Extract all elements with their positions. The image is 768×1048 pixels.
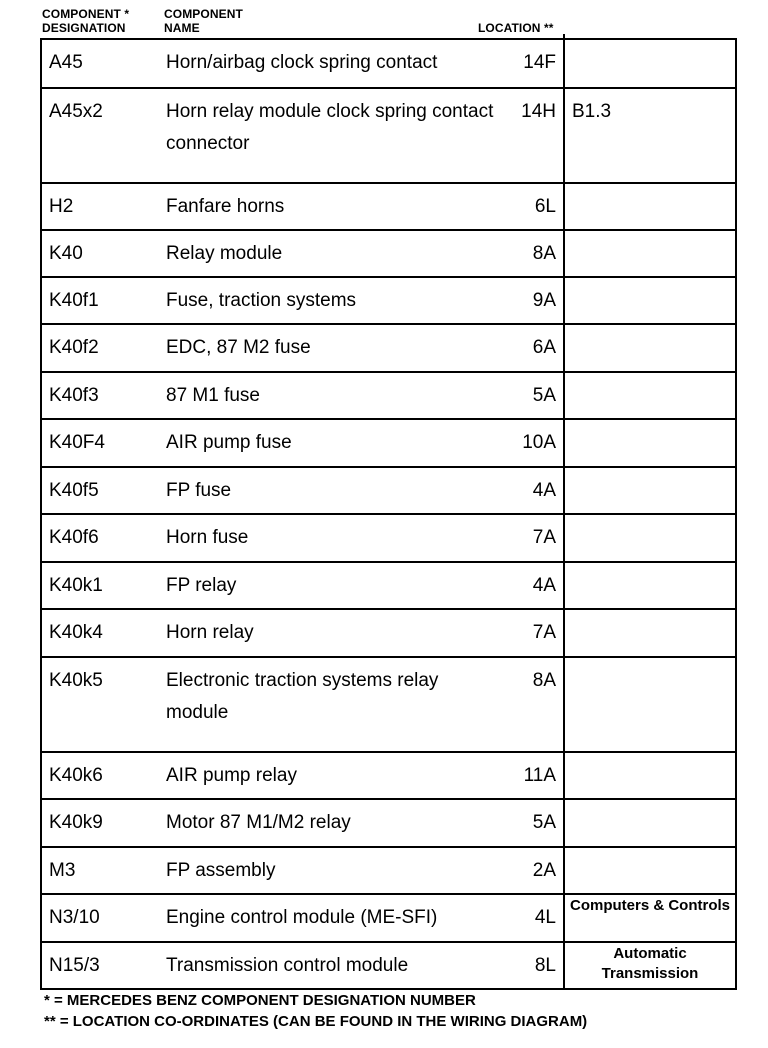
reference-cell	[565, 278, 737, 323]
table-row	[42, 278, 737, 325]
reference-cell	[565, 40, 737, 87]
designation-cell: A45	[49, 52, 83, 73]
location-cell: 9A	[494, 272, 565, 323]
footnote-designation: * = MERCEDES BENZ COMPONENT DESIGNATION NUMBER	[44, 992, 476, 1009]
designation-cell: K40f5	[49, 480, 99, 501]
reference-cell	[565, 848, 737, 893]
location-cell: 14F	[494, 34, 565, 87]
table-row	[42, 515, 737, 563]
table-row	[42, 325, 737, 373]
name-cell: FP fuse	[166, 480, 232, 501]
table-row	[42, 610, 737, 658]
name-cell: Motor 87 M1/M2 relay	[166, 812, 351, 833]
name-cell: Fuse, traction systems	[166, 290, 357, 311]
location-cell: 6A	[494, 319, 565, 371]
designation-cell: K40k4	[49, 622, 103, 643]
name-cell: Electronic traction systems relay module	[166, 670, 439, 723]
table-row	[42, 895, 737, 943]
designation-cell: K40f3	[49, 385, 99, 406]
header-name	[164, 7, 243, 35]
reference-cell: Computers & Controls	[565, 895, 737, 941]
designation-cell: K40k9	[49, 812, 103, 833]
name-cell: Fanfare horns	[166, 196, 285, 217]
location-cell: 7A	[494, 604, 565, 656]
reference-cell	[565, 231, 737, 276]
name-cell: Horn fuse	[166, 527, 249, 548]
header-location-label: LOCATION **	[478, 21, 554, 35]
location-cell: 8A	[494, 225, 565, 276]
designation-cell: N15/3	[49, 955, 100, 976]
reference-cell	[565, 610, 737, 656]
name-cell: EDC, 87 M2 fuse	[166, 337, 311, 358]
reference-cell	[565, 563, 737, 608]
reference-cell	[565, 184, 737, 229]
location-cell: 11A	[494, 747, 565, 798]
table-row	[42, 231, 737, 278]
header-location	[478, 21, 554, 35]
table-row	[42, 373, 737, 420]
reference-cell: B1.3	[565, 89, 737, 182]
reference-cell	[565, 515, 737, 561]
table-row	[42, 468, 737, 515]
reference-cell	[565, 325, 737, 371]
table-row	[42, 40, 737, 89]
location-cell: 10A	[494, 414, 565, 466]
reference-cell: Automatic Transmission	[565, 943, 737, 988]
name-cell: AIR pump fuse	[166, 432, 292, 453]
designation-cell: M3	[49, 860, 76, 881]
table-row	[42, 658, 737, 753]
location-cell: 4A	[494, 557, 565, 608]
location-cell: 5A	[494, 367, 565, 418]
location-cell: 5A	[494, 794, 565, 846]
name-cell: 87 M1 fuse	[166, 385, 260, 406]
component-table	[40, 38, 737, 990]
designation-cell: A45x2	[49, 101, 103, 122]
designation-cell: K40k5	[49, 670, 103, 691]
name-cell: Horn/airbag clock spring contact	[166, 52, 438, 73]
location-cell: 8A	[494, 652, 565, 751]
designation-cell: K40	[49, 243, 83, 264]
header-designation-line2: DESIGNATION	[42, 21, 126, 35]
header-name-line2: NAME	[164, 21, 200, 35]
location-cell: 4A	[494, 462, 565, 513]
table-row	[42, 848, 737, 895]
reference-cell	[565, 468, 737, 513]
location-cell: 2A	[494, 842, 565, 893]
location-cell: 7A	[494, 509, 565, 561]
header-name-line1: COMPONENT	[164, 7, 243, 21]
reference-cell	[565, 420, 737, 466]
name-cell: Engine control module (ME-SFI)	[166, 907, 438, 928]
name-cell: Relay module	[166, 243, 283, 264]
location-cell: 14H	[494, 83, 565, 182]
name-cell: AIR pump relay	[166, 765, 297, 786]
header-designation-line1: COMPONENT *	[42, 7, 130, 21]
reference-cell	[565, 753, 737, 798]
table-row	[42, 753, 737, 800]
name-cell: FP assembly	[166, 860, 276, 881]
name-cell: Horn relay	[166, 622, 254, 643]
table-row	[42, 89, 737, 184]
reference-cell	[565, 658, 737, 751]
reference-cell	[565, 800, 737, 846]
designation-cell: K40f6	[49, 527, 99, 548]
designation-cell: H2	[49, 196, 74, 217]
header-designation	[42, 7, 129, 35]
location-cell: 4L	[494, 889, 565, 941]
designation-cell: K40F4	[49, 432, 105, 453]
designation-cell: K40f2	[49, 337, 99, 358]
name-cell: Horn relay module clock spring contact connector	[166, 101, 494, 154]
designation-cell: K40f1	[49, 290, 99, 311]
location-cell: 8L	[494, 937, 565, 988]
reference-cell	[565, 373, 737, 418]
table-row	[42, 943, 737, 990]
table-row	[42, 420, 737, 468]
footnote-location: ** = LOCATION CO-ORDINATES (CAN BE FOUND IN THE WIRING DIAGRAM)	[44, 1013, 588, 1030]
name-cell: FP relay	[166, 575, 237, 596]
designation-cell: K40k1	[49, 575, 103, 596]
designation-cell: N3/10	[49, 907, 100, 928]
location-cell: 6L	[494, 178, 565, 229]
table-row	[42, 184, 737, 231]
designation-cell: K40k6	[49, 765, 103, 786]
table-row	[42, 563, 737, 610]
table-row	[42, 800, 737, 848]
name-cell: Transmission control module	[166, 955, 409, 976]
